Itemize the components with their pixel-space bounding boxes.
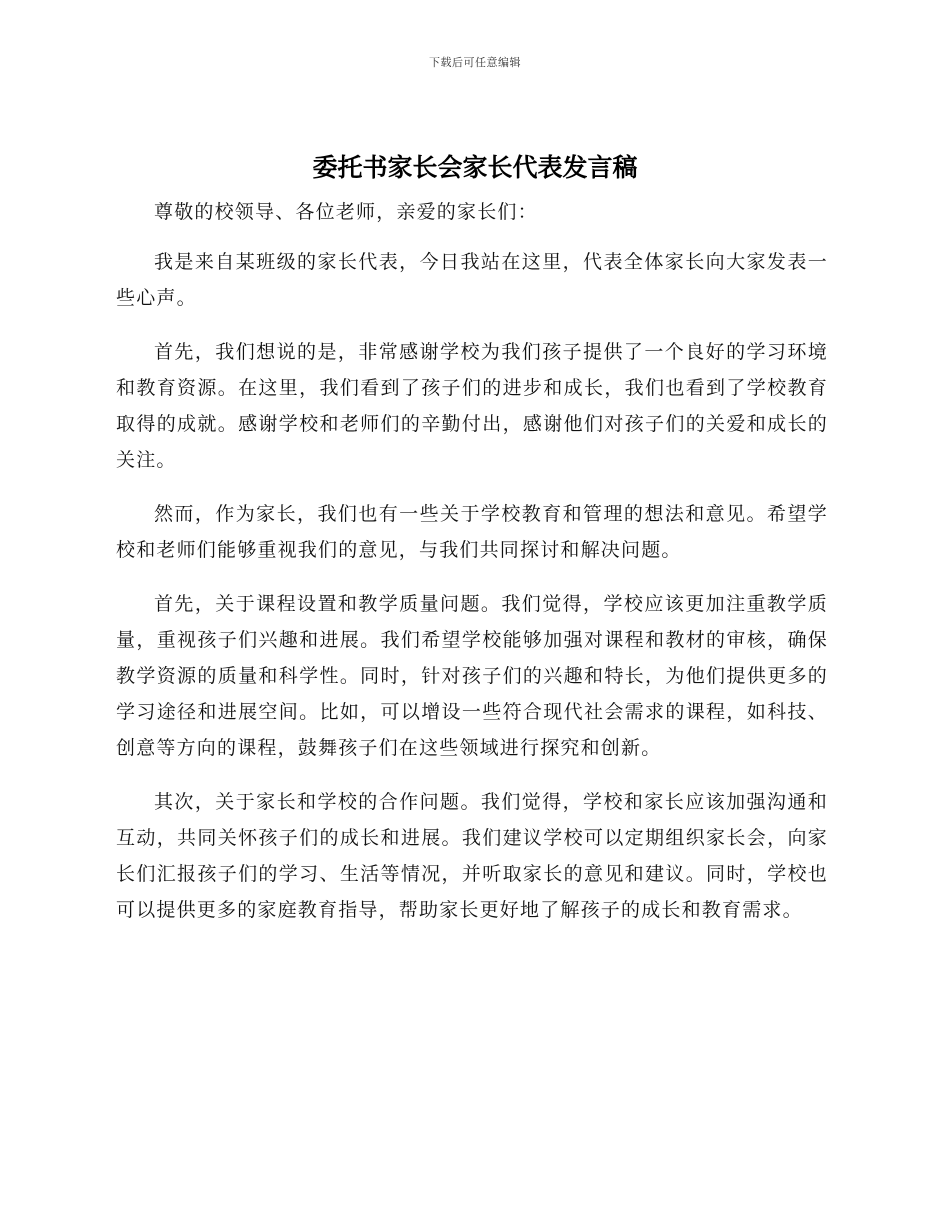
opinions-paragraph: 然而，作为家长，我们也有一些关于学校教育和管理的想法和意见。希望学校和老师们能够重视我们的意见，与我们共同探讨和解决问题。 bbox=[116, 503, 828, 561]
header-note: 下载后可任意编辑 bbox=[429, 56, 521, 69]
speech-body bbox=[116, 194, 828, 946]
document-title: 委托书家长会家长代表发言稿 bbox=[312, 153, 638, 182]
gratitude-paragraph: 首先，我们想说的是，非常感谢学校为我们孩子提供了一个良好的学习环境和教育资源。在这里，我们看到了孩子们的进步和成长，我们也看到了学校教育取得的成就。感谢学校和老师们的辛勤付出，感谢他们对孩子们的关爱和成长的关注。 bbox=[116, 341, 828, 471]
intro-paragraph: 我是来自某班级的家长代表，今日我站在这里，代表全体家长向大家发表一些心声。 bbox=[116, 251, 828, 309]
salutation-paragraph: 尊敬的校领导、各位老师，亲爱的家长们： bbox=[154, 201, 538, 223]
curriculum-paragraph: 首先，关于课程设置和教学质量问题。我们觉得，学校应该更加注重教学质量，重视孩子们兴趣和进展。我们希望学校能够加强对课程和教材的审核，确保教学资源的质量和科学性。同时，针对孩子们的兴趣和特长，为他们提供更多的学习途径和进展空间。比如，可以增设一些符合现代社会需求的课程，如科技、创意等方向的课程，鼓舞孩子们在这些领域进行探究和创新。 bbox=[116, 593, 828, 759]
cooperation-paragraph: 其次，关于家长和学校的合作问题。我们觉得，学校和家长应该加强沟通和互动，共同关怀孩子们的成长和进展。我们建议学校可以定期组织家长会，向家长们汇报孩子们的学习、生活等情况，并听取家长的意见和建议。同时，学校也可以提供更多的家庭教育指导，帮助家长更好地了解孩子的成长和教育需求。 bbox=[116, 791, 828, 921]
